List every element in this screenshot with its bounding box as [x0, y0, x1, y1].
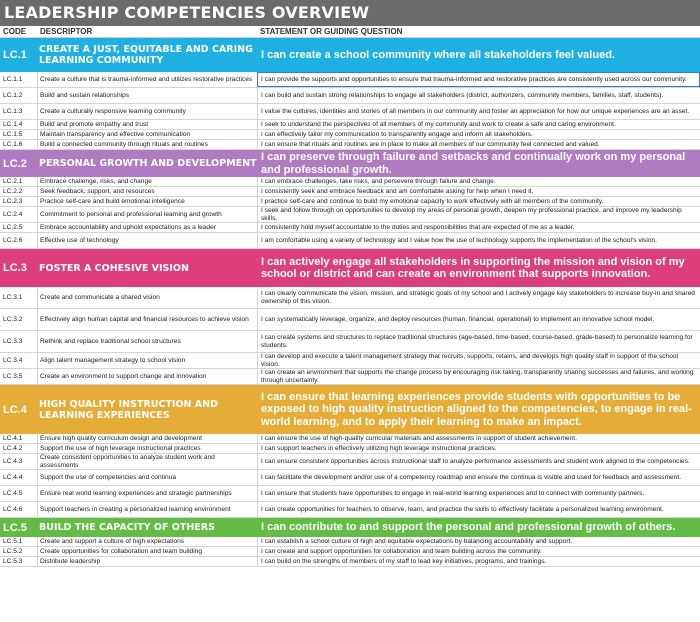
table-row — [0, 547, 700, 557]
item-code-cell[interactable]: LC.2.5 — [3, 223, 23, 231]
section-descriptor[interactable]: BUILD THE CAPACITY OF OTHERS — [39, 522, 215, 533]
item-descriptor-cell[interactable]: Effectively align human capital and financial resources to achieve vision — [37, 309, 257, 330]
table-row — [0, 353, 700, 369]
section-statement[interactable]: I can create a school community where all stakeholders feel valued. — [261, 48, 615, 61]
section-header-row — [0, 249, 700, 287]
item-code-cell[interactable]: LC.1.5 — [3, 130, 23, 138]
item-code-cell[interactable]: LC.5.3 — [3, 557, 23, 565]
item-statement-cell[interactable]: I can create an environment that supports the change process by encouraging risk taking, transparently sharing successes and failures, and working through uncertainty. — [257, 369, 700, 384]
item-code-cell[interactable]: LC.4.5 — [3, 489, 23, 497]
item-statement-cell[interactable]: I can ensure consistent opportunities across instructional staff to analyze performance assessments and student work aligned to the competencies. — [257, 454, 700, 469]
item-code-cell[interactable]: LC.2.4 — [3, 210, 23, 218]
column-header-row — [0, 26, 700, 38]
item-statement-cell[interactable]: I can clearly communicate the vision, mission, and strategic goals of my school and I actively engage key stakeholders to increase buy-in and shared ownership of this vision. — [257, 287, 700, 308]
item-statement-cell[interactable]: I am comfortable using a variety of technology and I value how the use of technology supports the implementation of the school's vision. — [257, 233, 700, 248]
section-code[interactable]: LC.4 — [3, 403, 27, 416]
item-descriptor-cell[interactable]: Effective use of technology — [37, 233, 257, 248]
item-descriptor-cell[interactable]: Create and support a culture of high expectations — [37, 537, 257, 546]
item-statement-cell[interactable]: I can create systems and structures to replace traditional structures (age-based, time-based, course-based, grade-based) to personalize learning for students. — [257, 331, 700, 352]
item-code-cell[interactable]: LC.3.4 — [3, 356, 23, 364]
table-row — [0, 454, 700, 470]
section-header-row — [0, 518, 700, 537]
table-row — [0, 287, 700, 309]
item-statement-cell[interactable]: I can facilitate the development and/or use of a competency roadmap and ensure the continua is visible and used for feedback and assessment. — [257, 470, 700, 485]
item-statement-cell[interactable]: I consistently seek and embrace feedback and am comfortable asking for help when I need it. — [257, 187, 700, 196]
item-descriptor-cell[interactable]: Create an environment to support change and innovation — [37, 369, 257, 384]
item-statement-cell[interactable]: I can create opportunities for teachers to observe, learn, and practice the skills to effectively facilitate a personalized learning environment. — [257, 502, 700, 517]
item-code-cell[interactable]: LC.4.1 — [3, 434, 23, 442]
item-statement-cell[interactable]: I can ensure that students have opportunities to engage in real-world learning experiences and to connect with community partners. — [257, 486, 700, 501]
section-statement[interactable]: I can preserve through failure and setbacks and continually work on my personal and professional growth. — [261, 151, 686, 176]
item-statement-cell[interactable]: I can provide the supports and opportunities to ensure that trauma-informed and restorative practices are consistently used across our community. — [257, 72, 700, 87]
item-descriptor-cell[interactable]: Rethink and replace traditional school structures — [37, 331, 257, 352]
item-descriptor-cell[interactable]: Practice self-care and build emotional intelligence — [37, 197, 257, 206]
item-code-cell[interactable]: LC.1.4 — [3, 120, 23, 128]
section-statement[interactable]: I can actively engage all stakeholders in supporting the mission and vision of my school or district and can create an environment that supports innovation. — [261, 255, 685, 280]
table-row — [0, 486, 700, 502]
item-code-cell[interactable]: LC.3.3 — [3, 337, 23, 345]
section-header-row — [0, 385, 700, 434]
table-row — [0, 177, 700, 187]
item-code-cell[interactable]: LC.2.6 — [3, 236, 23, 244]
item-code-cell[interactable]: LC.2.2 — [3, 187, 23, 195]
item-code-cell[interactable]: LC.1.6 — [3, 140, 23, 148]
item-statement-cell[interactable]: I practice self-care and continue to build my emotional capacity to work effectively with all members of the community. — [257, 197, 700, 206]
item-code-cell[interactable]: LC.4.3 — [3, 457, 23, 465]
table-row — [0, 434, 700, 444]
section-descriptor[interactable]: CREATE A JUST, EQUITABLE AND CARING LEARNING COMMUNITY — [39, 44, 253, 66]
item-statement-cell[interactable]: I seek to understand the perspectives of all members of my community and work to create a safe and caring environment. — [257, 120, 700, 129]
table-row — [0, 104, 700, 120]
item-descriptor-cell[interactable]: Build and promote empathy and trust — [37, 120, 257, 129]
item-descriptor-cell[interactable]: Commitment to personal and professional learning and growth — [37, 207, 257, 222]
table-row — [0, 369, 700, 385]
item-statement-cell[interactable]: I can build on the strengths of members of my staff to lead key initiatives, programs, and trainings. — [257, 557, 700, 566]
section-statement[interactable]: I can contribute to and support the personal and professional growth of others. — [261, 521, 676, 534]
table-row — [0, 470, 700, 486]
item-code-cell[interactable]: LC.1.2 — [3, 91, 23, 99]
table-row — [0, 88, 700, 104]
table-row — [0, 72, 700, 88]
table-row — [0, 444, 700, 454]
table-row — [0, 120, 700, 130]
item-statement-cell[interactable]: I can systematically leverage, organize, and deploy resources (human, financial, operational) to implement an innovative school model. — [257, 309, 700, 330]
section-header-row — [0, 150, 700, 177]
section-code[interactable]: LC.5 — [3, 521, 27, 534]
item-code-cell[interactable]: LC.3.1 — [3, 293, 23, 301]
item-statement-cell[interactable]: I value the cultures, identities and stories of all members in our community and foster an appreciation for how our unique experiences are an asset. — [257, 104, 700, 119]
item-statement-cell[interactable]: I can establish a school culture of high and equitable expectations by balancing accountability and support. — [257, 537, 700, 546]
item-descriptor-cell[interactable]: Create a culturally responsive learning community — [37, 104, 257, 119]
item-descriptor-cell[interactable]: Ensure real world learning experiences and strategic partnerships — [37, 486, 257, 501]
table-row — [0, 197, 700, 207]
item-descriptor-cell[interactable]: Support the use of high leverage instructional practices — [37, 444, 257, 453]
table-row — [0, 309, 700, 331]
item-descriptor-cell[interactable]: Support the use of competencies and continua — [37, 470, 257, 485]
item-statement-cell[interactable]: I can ensure that rituals and routines are in place to make all members of our community feel connected and valued. — [257, 140, 700, 149]
item-code-cell[interactable]: LC.4.4 — [3, 473, 23, 481]
item-code-cell[interactable]: LC.2.1 — [3, 177, 23, 185]
section-code[interactable]: LC.2 — [3, 157, 27, 170]
item-descriptor-cell[interactable]: Build a connected community through rituals and routines — [37, 140, 257, 149]
item-descriptor-cell[interactable]: Create opportunities for collaboration and team building — [37, 547, 257, 556]
section-descriptor[interactable]: HIGH QUALITY INSTRUCTION AND LEARNING EXPERIENCES — [39, 398, 218, 421]
item-code-cell[interactable]: LC.1.1 — [3, 75, 23, 83]
section-code[interactable]: LC.1 — [3, 49, 27, 61]
section-statement[interactable]: I can ensure that learning experiences provide students with opportunities to be exposed to high quality instruction aligned to the competencies, to engage in real-world learning, and to apply their learning to make an impact. — [261, 390, 692, 428]
item-descriptor-cell[interactable]: Maintain transparency and effective communication — [37, 130, 257, 139]
item-descriptor-cell[interactable]: Seek feedback, support, and resources — [37, 187, 257, 196]
item-statement-cell[interactable]: I can support teachers in effectively utilizing high leverage instructional practices. — [257, 444, 700, 453]
table-row — [0, 140, 700, 150]
table-row — [0, 130, 700, 140]
item-code-cell[interactable]: LC.5.1 — [3, 537, 23, 545]
table-row — [0, 207, 700, 223]
item-statement-cell[interactable]: I can develop and execute a talent management strategy that recruits, supports, retains, and develops high quality staff in support of the school vision. — [257, 353, 700, 368]
page-title: LEADERSHIP COMPETENCIES OVERVIEW — [0, 0, 700, 26]
item-descriptor-cell[interactable]: Embrace challenge, risks, and change — [37, 177, 257, 186]
item-descriptor-cell[interactable]: Embrace accountability and uphold expectations as a leader — [37, 223, 257, 232]
table-row — [0, 557, 700, 567]
item-code-cell[interactable]: LC.4.6 — [3, 505, 23, 513]
item-code-cell[interactable]: LC.1.3 — [3, 107, 23, 115]
item-statement-cell[interactable]: I can create and support opportunities for collaboration and team building across the community. — [257, 547, 700, 556]
section-descriptor[interactable]: FOSTER A COHESIVE VISION — [39, 262, 189, 274]
item-statement-cell[interactable]: I can effectively tailor my communication to transparently engage and inform all stakeholders. — [257, 130, 700, 139]
column-header-code: CODE — [3, 27, 27, 36]
column-header-descriptor: DESCRIPTOR — [40, 27, 93, 36]
item-statement-cell[interactable]: I seek and follow through on opportunities to develop my areas of personal growth, deepen my professional practice, and improve my leadership skills. — [257, 207, 700, 222]
table-row — [0, 223, 700, 233]
item-descriptor-cell[interactable]: Create consistent opportunities to analyze student work and assessments — [37, 454, 257, 469]
item-code-cell[interactable]: LC.4.2 — [3, 444, 23, 452]
item-descriptor-cell[interactable]: Create a culture that is trauma-informed and utilizes restorative practices — [37, 72, 257, 87]
item-statement-cell[interactable]: I can ensure the use of high-quality curricular materials and assessments in support of student achievement. — [257, 434, 700, 443]
section-header-row — [0, 38, 700, 72]
table-row — [0, 187, 700, 197]
item-descriptor-cell[interactable]: Build and sustain relationships — [37, 88, 257, 103]
item-descriptor-cell[interactable]: Ensure high quality curriculum design and development — [37, 434, 257, 443]
item-descriptor-cell[interactable]: Align talent management strategy to school vision — [37, 353, 257, 368]
table-row — [0, 537, 700, 547]
competency-table — [0, 38, 700, 567]
item-code-cell[interactable]: LC.3.5 — [3, 372, 23, 380]
table-row — [0, 233, 700, 249]
item-descriptor-cell[interactable]: Distribute leadership — [37, 557, 257, 566]
item-statement-cell[interactable]: I can build and sustain strong relationships to engage all stakeholders (district, authorizers, community members, families, staff, students). — [257, 88, 700, 103]
item-code-cell[interactable]: LC.3.2 — [3, 315, 23, 323]
item-descriptor-cell[interactable]: Create and communicate a shared vision — [37, 287, 257, 308]
item-descriptor-cell[interactable]: Support teachers in creating a personalized learning environment — [37, 502, 257, 517]
item-statement-cell[interactable]: I consistently hold myself accountable to the duties and responsibilities that are expected of me as a leader. — [257, 223, 700, 232]
table-row — [0, 502, 700, 518]
item-code-cell[interactable]: LC.5.2 — [3, 547, 23, 555]
section-code[interactable]: LC.3 — [3, 262, 27, 274]
item-statement-cell[interactable]: I can embrace challenges, take risks, and persevere through failure and change. — [257, 177, 700, 186]
item-code-cell[interactable]: LC.2.3 — [3, 197, 23, 205]
column-header-statement: STATEMENT OR GUIDING QUESTION — [260, 27, 403, 36]
table-row — [0, 331, 700, 353]
section-descriptor[interactable]: PERSONAL GROWTH AND DEVELOPMENT — [39, 158, 257, 169]
